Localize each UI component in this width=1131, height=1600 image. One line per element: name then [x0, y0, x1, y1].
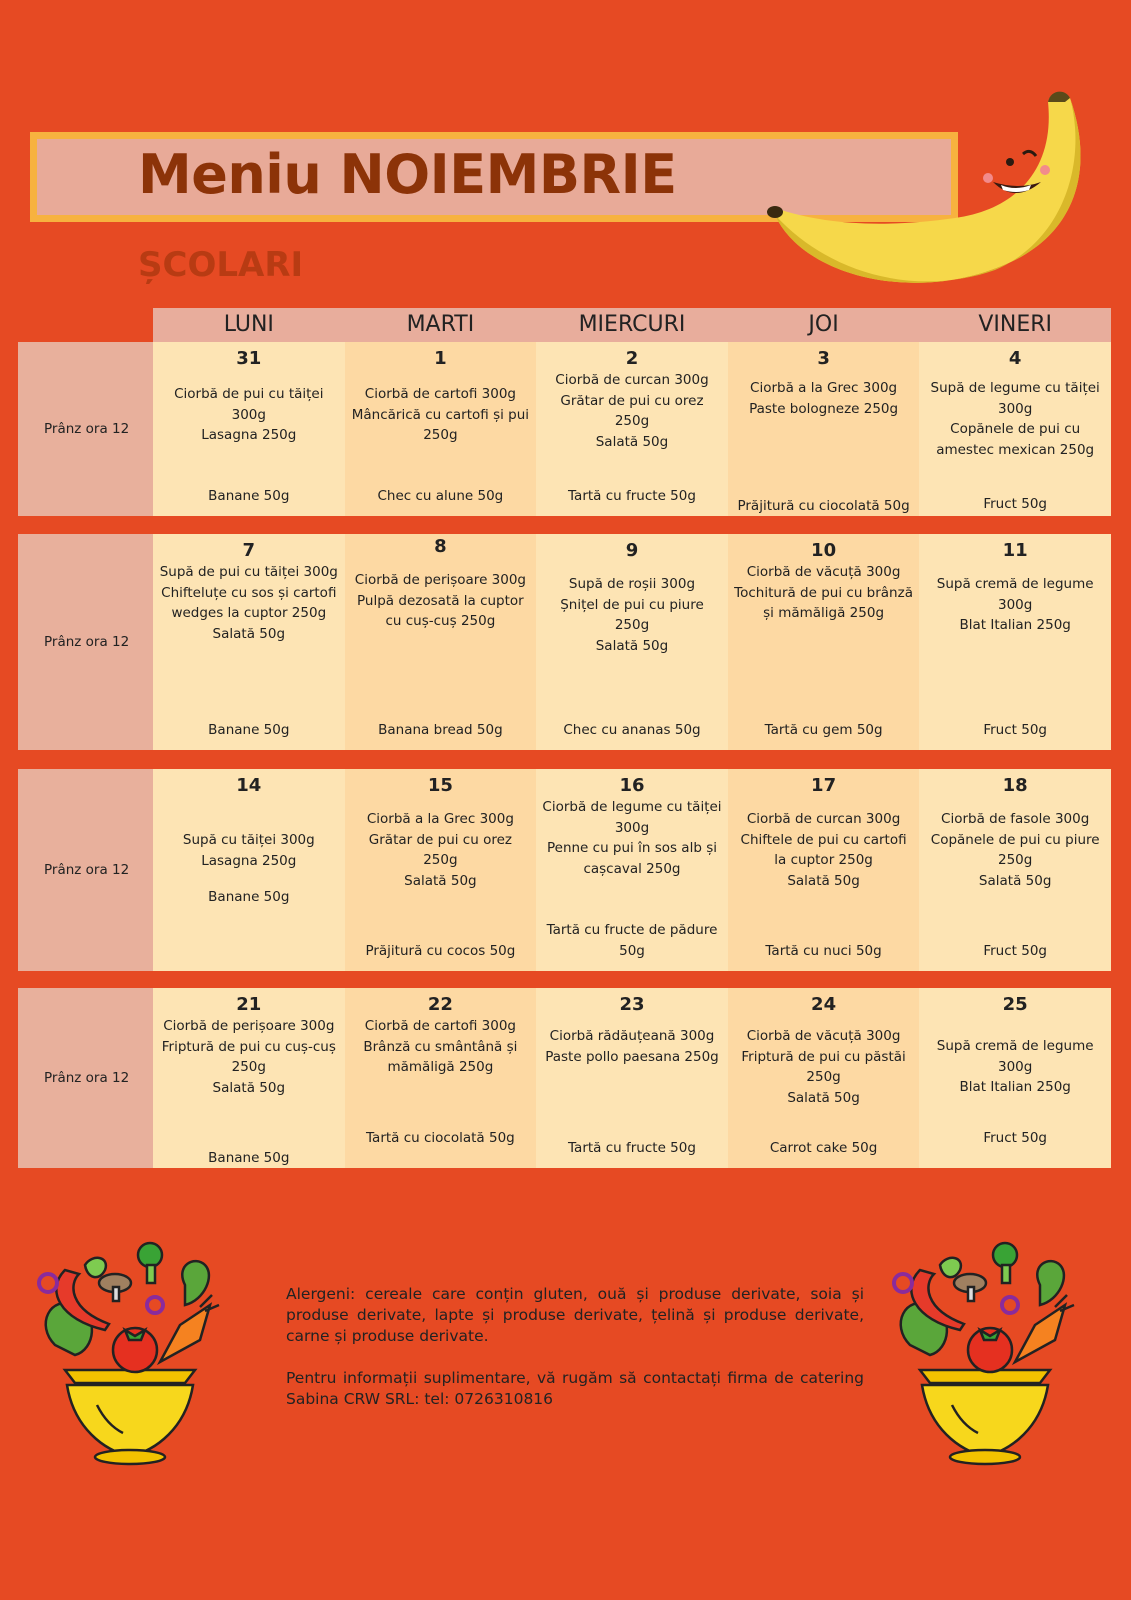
date-number: 18	[1002, 775, 1028, 796]
day-cell	[345, 342, 537, 516]
dessert: Tartă cu nuci 50g	[765, 942, 882, 959]
main-dishes: Ciorbă de legume cu tăiței 300g Penne cu pui în sos alb și cașcaval 250g	[542, 799, 722, 877]
main-dishes: Ciorbă de curcan 300g Grătar de pui cu orez 250g Salată 50g	[555, 372, 709, 450]
day-cell	[345, 534, 537, 750]
day-cell	[153, 342, 345, 516]
page-subtitle: ȘCOLARI	[138, 245, 304, 285]
week-row	[18, 534, 1111, 750]
dessert: Tartă cu ciocolată 50g	[366, 1129, 515, 1146]
main-dishes: Ciorbă de pui cu tăiței 300g Lasagna 250g	[174, 386, 324, 443]
main-dishes: Supă cremă de legume 300g Blat Italian 250g	[936, 1038, 1094, 1095]
dessert: Prăjitură cu ciocolată 50g	[737, 497, 910, 514]
date-number: 31	[236, 348, 262, 369]
main-dishes: Ciorbă de cartofi 300g Mâncărică cu cartofi și pui 250g	[351, 386, 530, 443]
dessert: Fruct 50g	[983, 721, 1047, 738]
date-number: 21	[236, 994, 262, 1015]
dessert: Fruct 50g	[983, 1129, 1047, 1146]
day-cell	[728, 534, 920, 750]
dessert: Banane 50g	[208, 1149, 290, 1166]
date-number: 9	[625, 540, 639, 561]
date-number: 4	[1008, 348, 1022, 369]
week-row	[18, 769, 1111, 971]
dessert: Fruct 50g	[983, 495, 1047, 512]
main-dishes: Supă cremă de legume 300g Blat Italian 250g	[936, 576, 1094, 633]
day-header-vineri: VINERI	[978, 312, 1052, 337]
date-number: 17	[811, 775, 837, 796]
dessert: Fruct 50g	[983, 942, 1047, 959]
date-number: 1	[434, 348, 447, 369]
banana-mascot-icon	[765, 90, 1105, 310]
day-cell	[153, 769, 345, 971]
footer-info	[286, 1284, 864, 1431]
main-dishes: Ciorbă de perișoare 300g Friptură de pui cu cuș-cuș 250g Salată 50g	[161, 1018, 336, 1096]
day-cell	[536, 988, 728, 1168]
main-dishes: Ciorbă a la Grec 300g Paste bologneze 250g	[749, 380, 899, 417]
allergens-note: Alergeni: cereale care conțin gluten, ouă și produse derivate, soia și produse derivate, lapte și produse derivate, țelină și produse derivate, carne și produse derivate.	[286, 1285, 864, 1345]
date-number: 8	[434, 536, 447, 557]
meal-time-label: Prânz ora 12	[18, 988, 153, 1168]
day-cell	[153, 534, 345, 750]
date-number: 22	[427, 994, 453, 1015]
dessert: Banana bread 50g	[378, 721, 503, 738]
date-number: 25	[1002, 994, 1028, 1015]
main-dishes: Ciorbă de curcan 300g Chiftele de pui cu cartofi la cuptor 250g Salată 50g	[740, 811, 907, 889]
main-dishes: Ciorbă a la Grec 300g Grătar de pui cu orez 250g Salată 50g	[366, 811, 514, 889]
main-dishes: Supă de legume cu tăiței 300g Copănele de pui cu amestec mexican 250g	[930, 380, 1100, 458]
day-cell	[919, 342, 1111, 516]
dessert: Tartă cu gem 50g	[764, 721, 883, 738]
day-header-marti: MARTI	[406, 312, 475, 337]
day-cell	[919, 988, 1111, 1168]
meal-time-label: Prânz ora 12	[18, 769, 153, 971]
dessert: Chec cu ananas 50g	[563, 721, 701, 738]
week-row	[18, 988, 1111, 1168]
day-header-luni: LUNI	[223, 312, 274, 337]
day-header-joi: JOI	[808, 312, 839, 337]
day-cell	[536, 342, 728, 516]
main-dishes: Ciorbă rădăuțeană 300g Paste pollo paesana 250g	[545, 1028, 719, 1065]
dessert: Banane 50g	[208, 721, 290, 738]
day-cell	[345, 769, 537, 971]
date-number: 24	[811, 994, 837, 1015]
dessert: Tartă cu fructe 50g	[568, 487, 696, 504]
main-dishes: Ciorbă de fasole 300g Copănele de pui cu piure 250g Salată 50g	[930, 811, 1100, 889]
salad-bowl-icon	[35, 1235, 225, 1475]
dessert: Tartă cu fructe 50g	[568, 1139, 696, 1156]
day-cell	[728, 342, 920, 516]
day-cell	[536, 769, 728, 971]
day-cell	[728, 769, 920, 971]
date-number: 14	[236, 775, 262, 796]
meal-time-label: Prânz ora 12	[18, 534, 153, 750]
date-number: 10	[811, 540, 837, 561]
contact-note: Pentru informații suplimentare, vă rugăm să contactați firma de catering Sabina CRW SRL: tel: 0726310816	[286, 1369, 864, 1408]
date-number: 15	[427, 775, 453, 796]
date-number: 23	[619, 994, 645, 1015]
day-cell	[345, 988, 537, 1168]
salad-bowl-icon	[890, 1235, 1080, 1475]
day-cell	[919, 769, 1111, 971]
meal-time-label: Prânz ora 12	[18, 342, 153, 516]
dessert: Chec cu alune 50g	[377, 487, 504, 504]
date-number: 16	[619, 775, 645, 796]
main-dishes: Ciorbă de văcuță 300g Tochitură de pui cu brânză și mămăligă 250g	[734, 564, 913, 621]
day-header-miercuri: MIERCURI	[578, 312, 686, 337]
main-dishes: Ciorbă de perișoare 300g Pulpă dezosată la cuptor cu cuș-cuș 250g	[354, 572, 526, 629]
day-cell	[153, 988, 345, 1168]
main-dishes: Supă de roșii 300g Șnițel de pui cu piure 250g Salată 50g	[560, 576, 704, 654]
dessert: Tartă cu fructe de pădure 50g	[546, 922, 718, 959]
day-cell	[536, 534, 728, 750]
main-dishes: Ciorbă de cartofi 300g Brânză cu smântână și mămăligă 250g	[363, 1018, 518, 1075]
dessert: Prăjitură cu cocos 50g	[365, 942, 516, 959]
day-cell	[728, 988, 920, 1168]
main-dishes: Supă de pui cu tăiței 300g Chifteluțe cu sos și cartofi wedges la cuptor 250g Salată 50g	[159, 564, 338, 642]
date-number: 11	[1002, 540, 1028, 561]
dessert: Carrot cake 50g	[769, 1139, 878, 1156]
date-number: 3	[817, 348, 830, 369]
week-row	[18, 342, 1111, 516]
days-header	[153, 308, 1111, 342]
day-cell	[919, 534, 1111, 750]
dessert: Banane 50g	[208, 487, 290, 504]
main-dishes: Supă cu tăiței 300g Lasagna 250g	[182, 832, 315, 869]
main-dishes: Ciorbă de văcuță 300g Friptură de pui cu păstăi 250g Salată 50g	[741, 1028, 906, 1106]
page-title: Meniu NOIEMBRIE	[138, 143, 677, 206]
dessert: Banane 50g	[208, 889, 290, 905]
date-number: 2	[625, 348, 639, 369]
date-number: 7	[242, 540, 256, 561]
